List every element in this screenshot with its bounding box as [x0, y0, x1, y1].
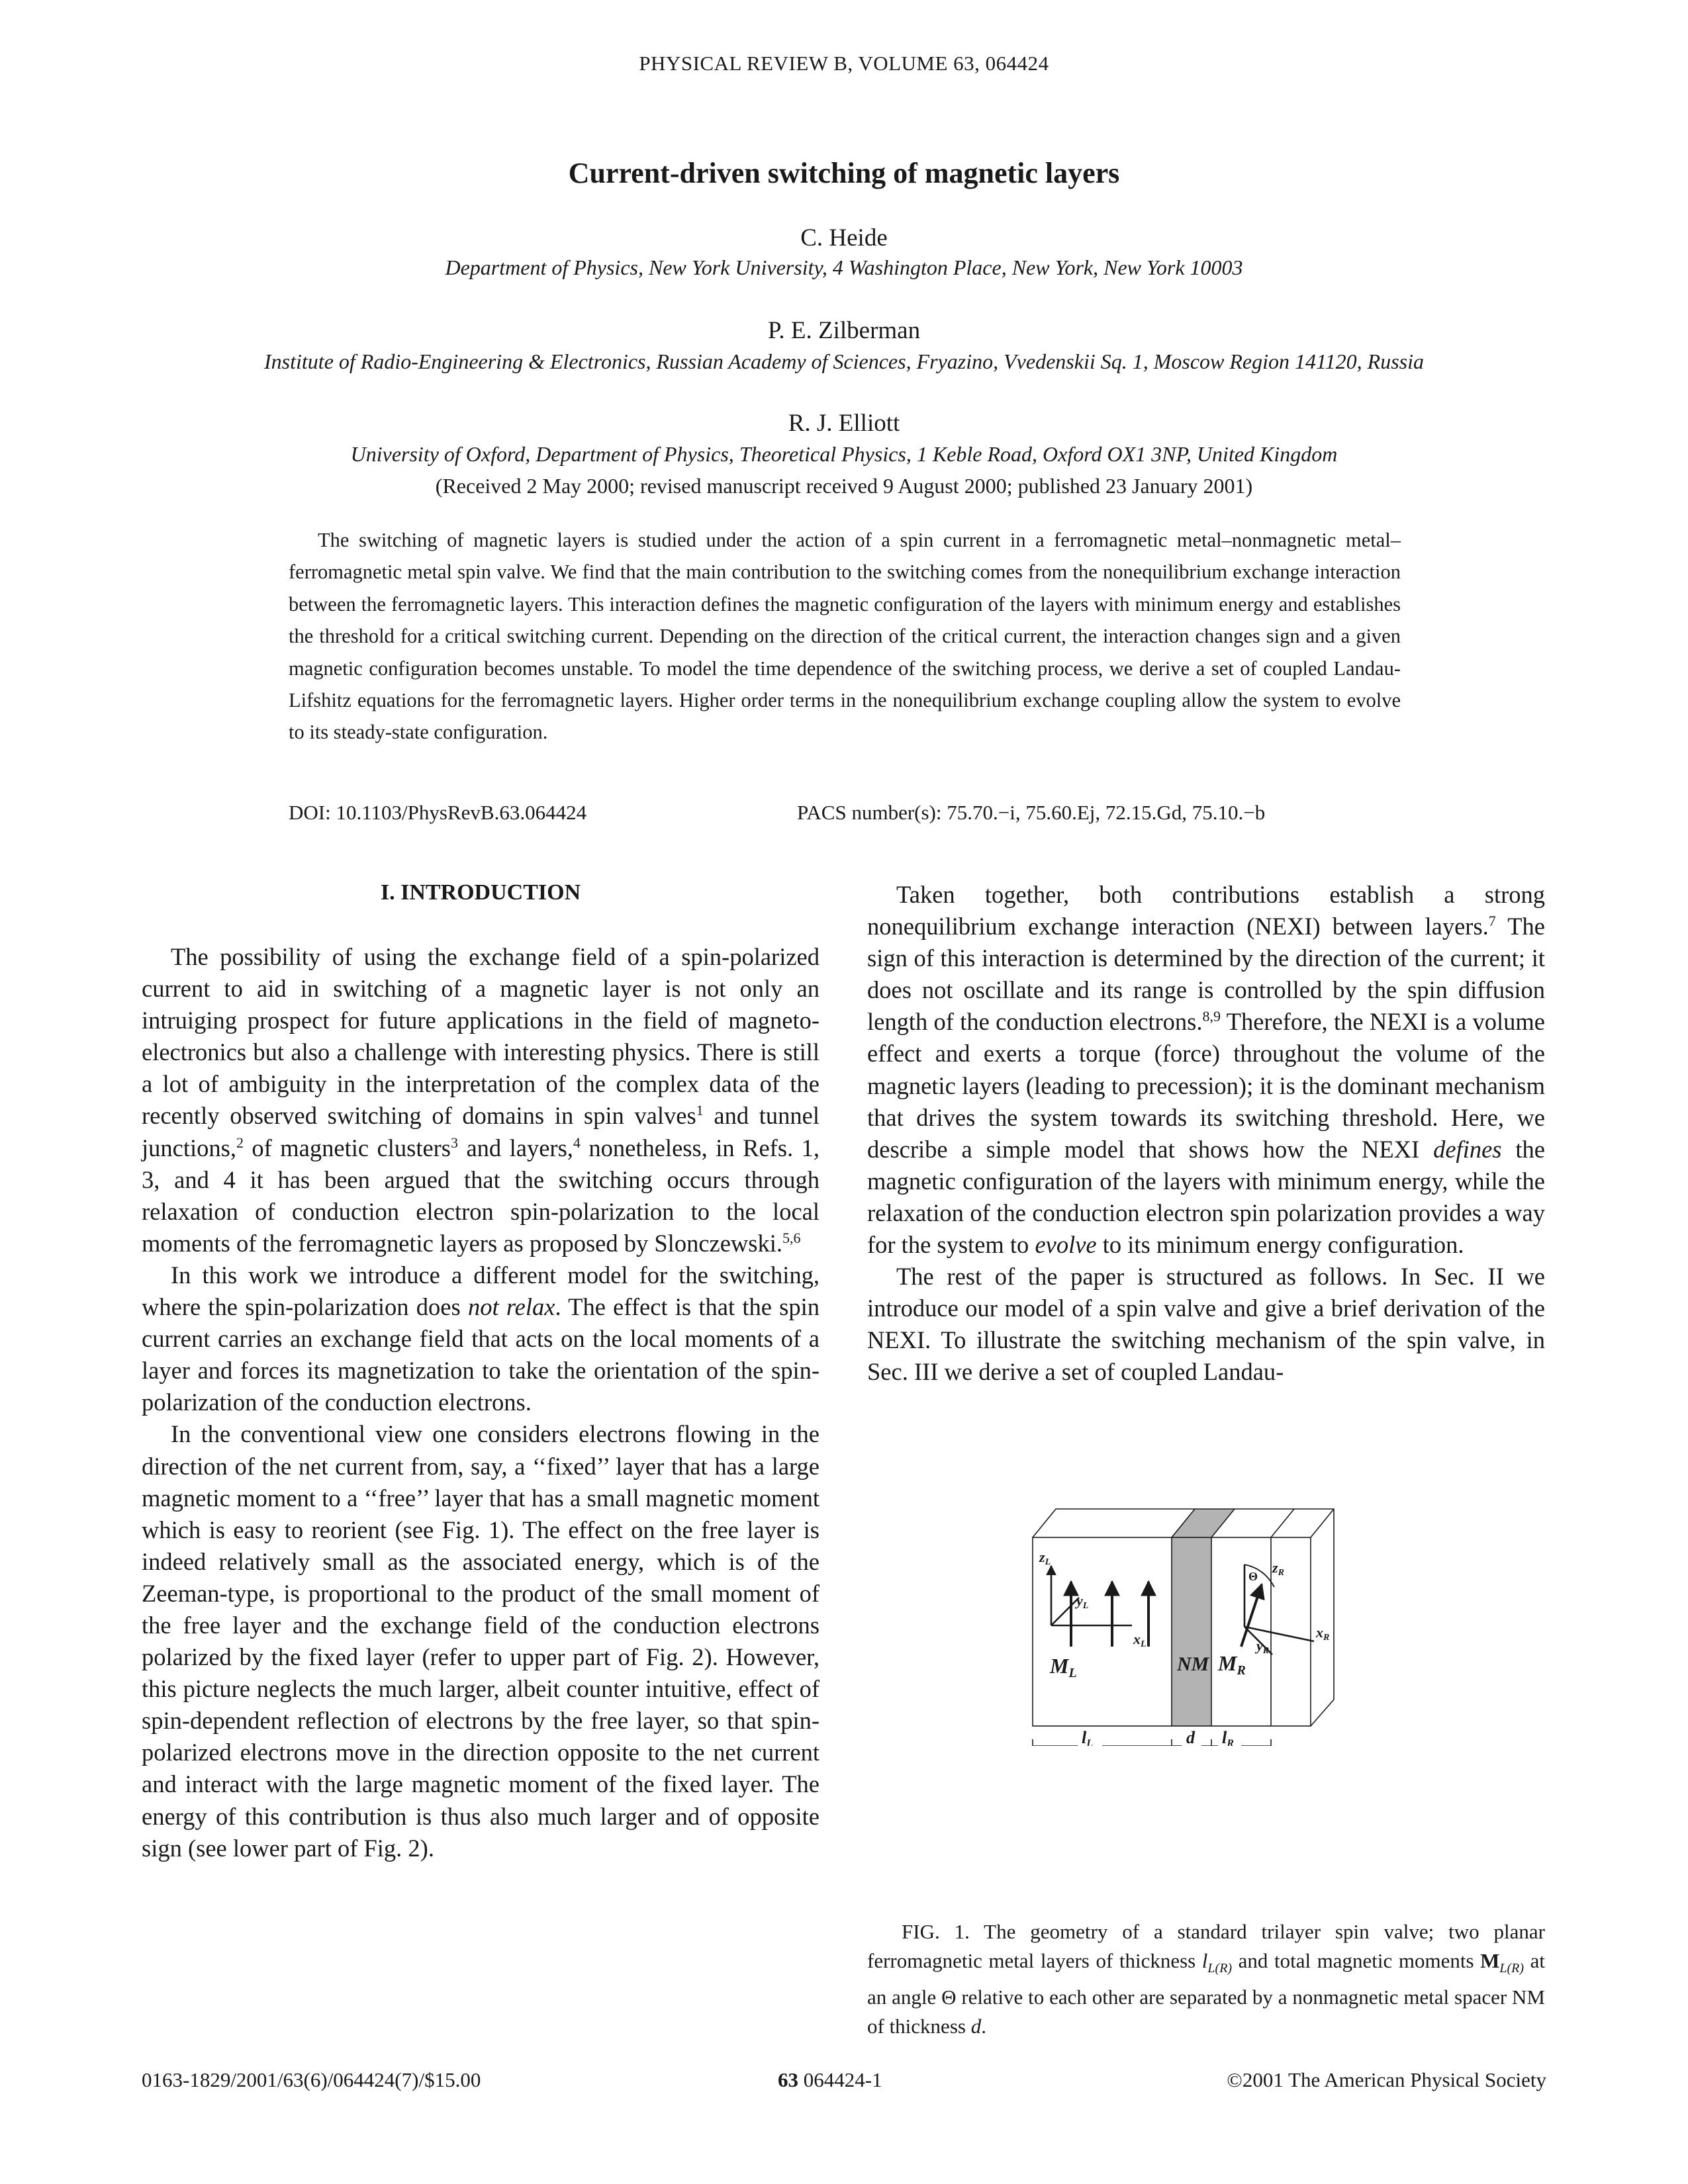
- author-affiliation: Department of Physics, New York University, 4 Washington Place, New York, New York 10003: [445, 255, 1243, 279]
- svg-text:xR: xR: [1316, 1624, 1330, 1643]
- figure-caption: FIG. 1. The geometry of a standard trilayer spin valve; two planar ferromagnetic metal layers of thickness $l_{L(R)}$ and total magnetic moments $M_{L(R)}$ at an angle Θ relative to each other are separated by a nonmagnetic metal spacer NM of thickness d.: [867, 1920, 1545, 2038]
- svg-text:lR: lR: [1222, 1728, 1234, 1746]
- author-affiliation: University of Oxford, Department of Physics, Theoretical Physics, 1 Keble Road, Oxford OX1 3NP, United Kingdom: [350, 442, 1338, 466]
- abstract-text: The switching of magnetic layers is studied under the action of a spin current in a ferromagnetic metal–nonmagnetic metal–ferromagnetic metal spin valve. We find that the main contribution to the switching comes from the nonequilibrium exchange interaction between the ferromagnetic layers. This interaction defines the magnetic configuration of the layers with minimum energy and establishes the threshold for a critical switching current. Depending on the direction of the critical current, the interaction changes sign and a given magnetic configuration becomes unstable. To model the time dependence of the switching process, we derive a set of coupled Landau-Lifshitz equations for the ferromagnetic layers. Higher order terms in the nonequilibrium exchange coupling allow the system to evolve to its steady-state configuration.: [289, 529, 1401, 744]
- spacer-label: NM: [1177, 1653, 1209, 1675]
- reference-marker: 4: [573, 1134, 581, 1151]
- svg-text:yR: yR: [1256, 1637, 1270, 1656]
- svg-text:zR: zR: [1272, 1559, 1284, 1578]
- doi: DOI: 10.1103/PhysRevB.63.064424: [289, 801, 587, 824]
- reference-marker: 7: [1488, 912, 1496, 929]
- right-column: [867, 879, 1545, 1388]
- paragraph: In the conventional view one considers electrons flowing in the direction of the net current from, say, a ‘‘fixed’’ layer that has a large magnetic moment to a ‘‘free’’ layer that has a small magnetic moment which is easy to reorient (see Fig. 1). The effect on the free layer is indeed relatively small as the associated energy, which is of the Zeeman-type, is proportional to the product of the small moment of the free layer and the exchange field of the conduction electrons polarized by the fixed layer (refer to upper part of Fig. 2). However, this picture neglects the much larger, albeit counter intuitive, effect of spin-dependent reflection of electrons by the free layer, so that spin-polarized electrons move in the direction opposite to the net current and interact with the large magnetic moment of the fixed layer. The energy of this contribution is thus also much larger and of opposite sign (see lower part of Fig. 2).: [142, 1420, 820, 1862]
- spin-valve-figure: [1013, 1488, 1357, 1746]
- reference-marker: 1: [696, 1102, 704, 1119]
- paper-title: Current-driven switching of magnetic layers: [568, 157, 1120, 189]
- paragraph: In this work we introduce a different model for the switching, where the spin-polarization does not relax. The effect is that the spin current carries an exchange field that acts on the local moments of a layer and forces its magnetization to take the orientation of the spin-polarization of the conduction electrons.: [142, 1261, 820, 1416]
- author-name: P. E. Zilberman: [767, 317, 921, 344]
- paragraph: The possibility of using the exchange field of a spin-polarized current to aid in switching of a magnetic layer is not only an intruiging prospect for future applications in the field of magneto-electronics but also a challenge with interesting physics. There is still a lot of ambiguity in the interpretation of the complex data of the recently observed switching of domains in spin valves$^1$ and tunnel junctions,$^2$ of magnetic clusters$^3$ and layers,$^4$ nonetheless, in Refs. 1, 3, and 4 it has been argued that the switching occurs through relaxation of conduction electron spin-polarization to the local moments of the ferromagnetic layers as proposed by Slonczewski.$^{5,6}$: [142, 943, 820, 1257]
- reference-marker: 8,9: [1202, 1008, 1221, 1025]
- paragraph: The rest of the paper is structured as follows. In Sec. II we introduce our model of a spin valve and give a brief derivation of the NEXI. To illustrate the switching mechanism of the spin valve, in Sec. III we derive a set of coupled Landau-: [867, 1263, 1545, 1386]
- svg-text:d: d: [1186, 1728, 1195, 1746]
- svg-text:lL: lL: [1082, 1728, 1094, 1746]
- author-name: C. Heide: [800, 224, 888, 251]
- pacs-numbers: PACS number(s): 75.70.−i, 75.60.Ej, 72.15.Gd, 75.10.−b: [797, 801, 1266, 824]
- spacer-layer: [1172, 1537, 1211, 1726]
- reference-marker: 3: [451, 1134, 459, 1151]
- section-heading: I. INTRODUCTION: [380, 880, 581, 905]
- svg-text:ML: ML: [1050, 1654, 1077, 1680]
- abstract: [289, 524, 1401, 749]
- x-axis-right: [1244, 1627, 1314, 1641]
- footer-copyright: ©2001 The American Physical Society: [1227, 2068, 1546, 2091]
- reference-marker: 2: [236, 1134, 244, 1151]
- author-affiliation: Institute of Radio-Engineering & Electronics, Russian Academy of Sciences, Fryazino, Vvedenskii Sq. 1, Moscow Region 141120, Russia: [264, 349, 1424, 373]
- svg-text:zL: zL: [1039, 1549, 1051, 1567]
- author-name: R. J. Elliott: [788, 410, 900, 437]
- footer-page: 63 064424-1: [778, 2068, 882, 2091]
- svg-text:xL: xL: [1133, 1631, 1147, 1649]
- svg-text:MR: MR: [1218, 1651, 1246, 1678]
- received-dates: (Received 2 May 2000; revised manuscript received 9 August 2000; published 23 January 2001): [435, 474, 1253, 498]
- reference-marker: 5,6: [782, 1229, 801, 1246]
- left-column: [142, 941, 820, 1864]
- paragraph: Taken together, both contributions establish a strong nonequilibrium exchange interaction (NEXI) between layers.$^7$ The sign of this interaction is determined by the direction of the current; it does not oscillate and its range is controlled by the spin diffusion length of the conduction electrons.$^{8,9}$ Therefore, the NEXI is a volume effect and exerts a torque (force) throughout the volume of the magnetic layers (leading to precession); it is the dominant mechanism that drives the system towards its switching threshold. Here, we describe a simple model that shows how the NEXI defines the magnetic configuration of the layers with minimum energy, while the relaxation of the conduction electron spin polarization provides a way for the system to evolve to its minimum energy configuration.: [867, 881, 1545, 1259]
- y-axis-left: [1051, 1598, 1079, 1625]
- theta-label: Θ: [1248, 1570, 1258, 1583]
- journal-header: PHYSICAL REVIEW B, VOLUME 63, 064424: [639, 52, 1049, 75]
- footer-issn: 0163-1829/2001/63(6)/064424(7)/$15.00: [142, 2068, 481, 2091]
- svg-text:yL: yL: [1076, 1592, 1089, 1611]
